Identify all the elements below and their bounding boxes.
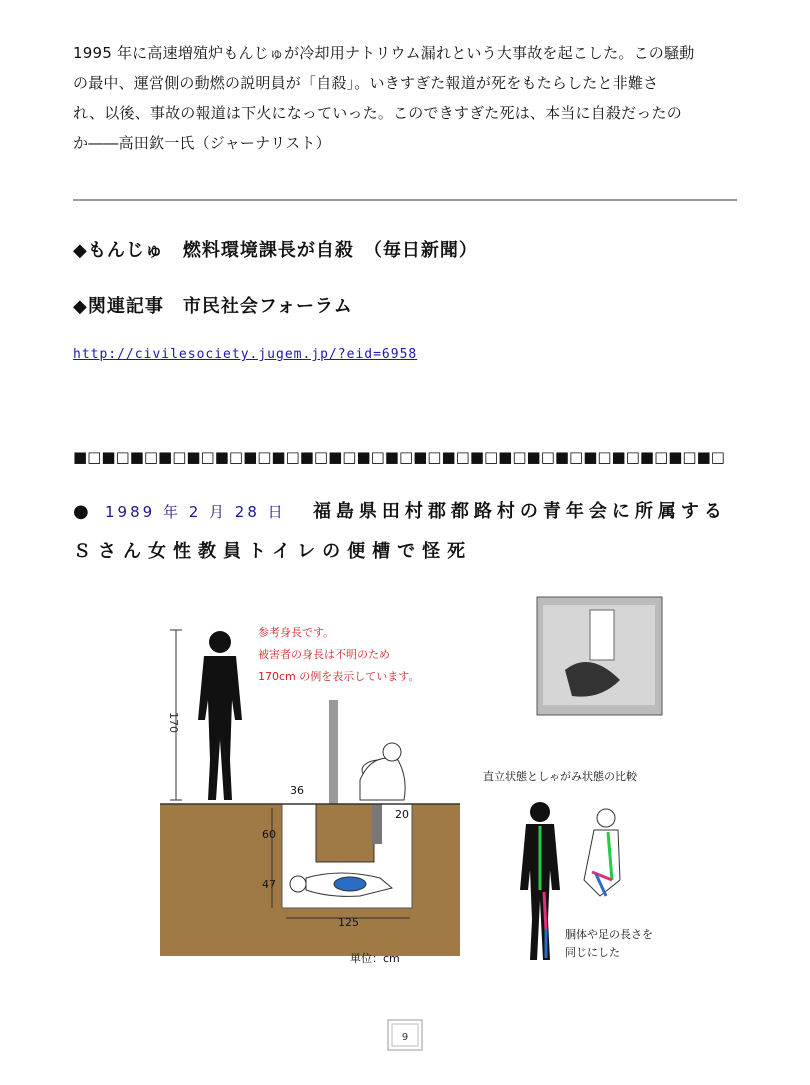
intro-line: れ、以後、事故の報道は下火になっていった。このできすぎた死は、本当に自殺だったの (73, 104, 682, 122)
headline-monju[interactable]: ◆もんじゅ 燃料環境課長が自殺 （毎日新聞） (73, 240, 478, 261)
dimension-36: 36 (290, 784, 304, 797)
intro-line: の最中、運営側の動燃の説明員が「自殺」。いきすぎた報道が死をもたらしたと非難さ (73, 74, 659, 92)
unit-label: 単位：cm (350, 952, 400, 965)
event-subheading: Ｓさん女性教員トイレの便槽で怪死 (73, 541, 473, 562)
standing-comparison-silhouette (520, 802, 560, 960)
headline-related[interactable]: ◆関連記事 市民社会フォーラム (73, 296, 353, 317)
square-separator: ■□■□■□■□■□■□■□■□■□■□■□■□■□■□■□■□■□■□■□■□■□■□■□ (73, 448, 725, 466)
bullet-icon: ● (73, 501, 94, 522)
note-line: 170cm の例を表示しています。 (258, 670, 420, 683)
chute-wall (372, 804, 382, 844)
intro-line: 1995 年に高速増殖炉もんじゅが冷却用ナトリウム漏れという大事故を起こした。この騒動 (73, 44, 695, 62)
page-number: 9 (401, 1032, 409, 1043)
standing-silhouette (198, 631, 242, 800)
crouching-figure-outline (360, 743, 405, 800)
height-dimension: 170 (167, 712, 180, 733)
crouching-comparison-figure (584, 809, 620, 896)
comparison-title: 直立状態としゃがみ状態の比較 (483, 770, 637, 783)
dimension-60: 60 (262, 828, 276, 841)
event-text: 福島県田村郡都路村の青年会に所属する (312, 501, 727, 522)
pole (329, 700, 338, 804)
event-date: 1989 年 2 月 28 日 (105, 503, 286, 521)
note-line: 参考身長です。 (258, 626, 335, 639)
comparison-note: 胴体や足の長さを (565, 928, 653, 941)
page-number-badge (386, 1018, 424, 1052)
toilet-chute (316, 804, 374, 862)
related-link[interactable]: http://civilesociety.jugem.jp/?eid=6958 (73, 347, 418, 362)
intro-line: か――高田欽一氏（ジャーナリスト） (73, 134, 331, 152)
comparison-note: 同じにした (565, 946, 620, 959)
dimension-47: 47 (262, 878, 276, 891)
dimension-20: 20 (395, 808, 409, 821)
dimension-125: 125 (338, 916, 359, 929)
note-line: 被害者の身長は不明のため (258, 648, 390, 661)
